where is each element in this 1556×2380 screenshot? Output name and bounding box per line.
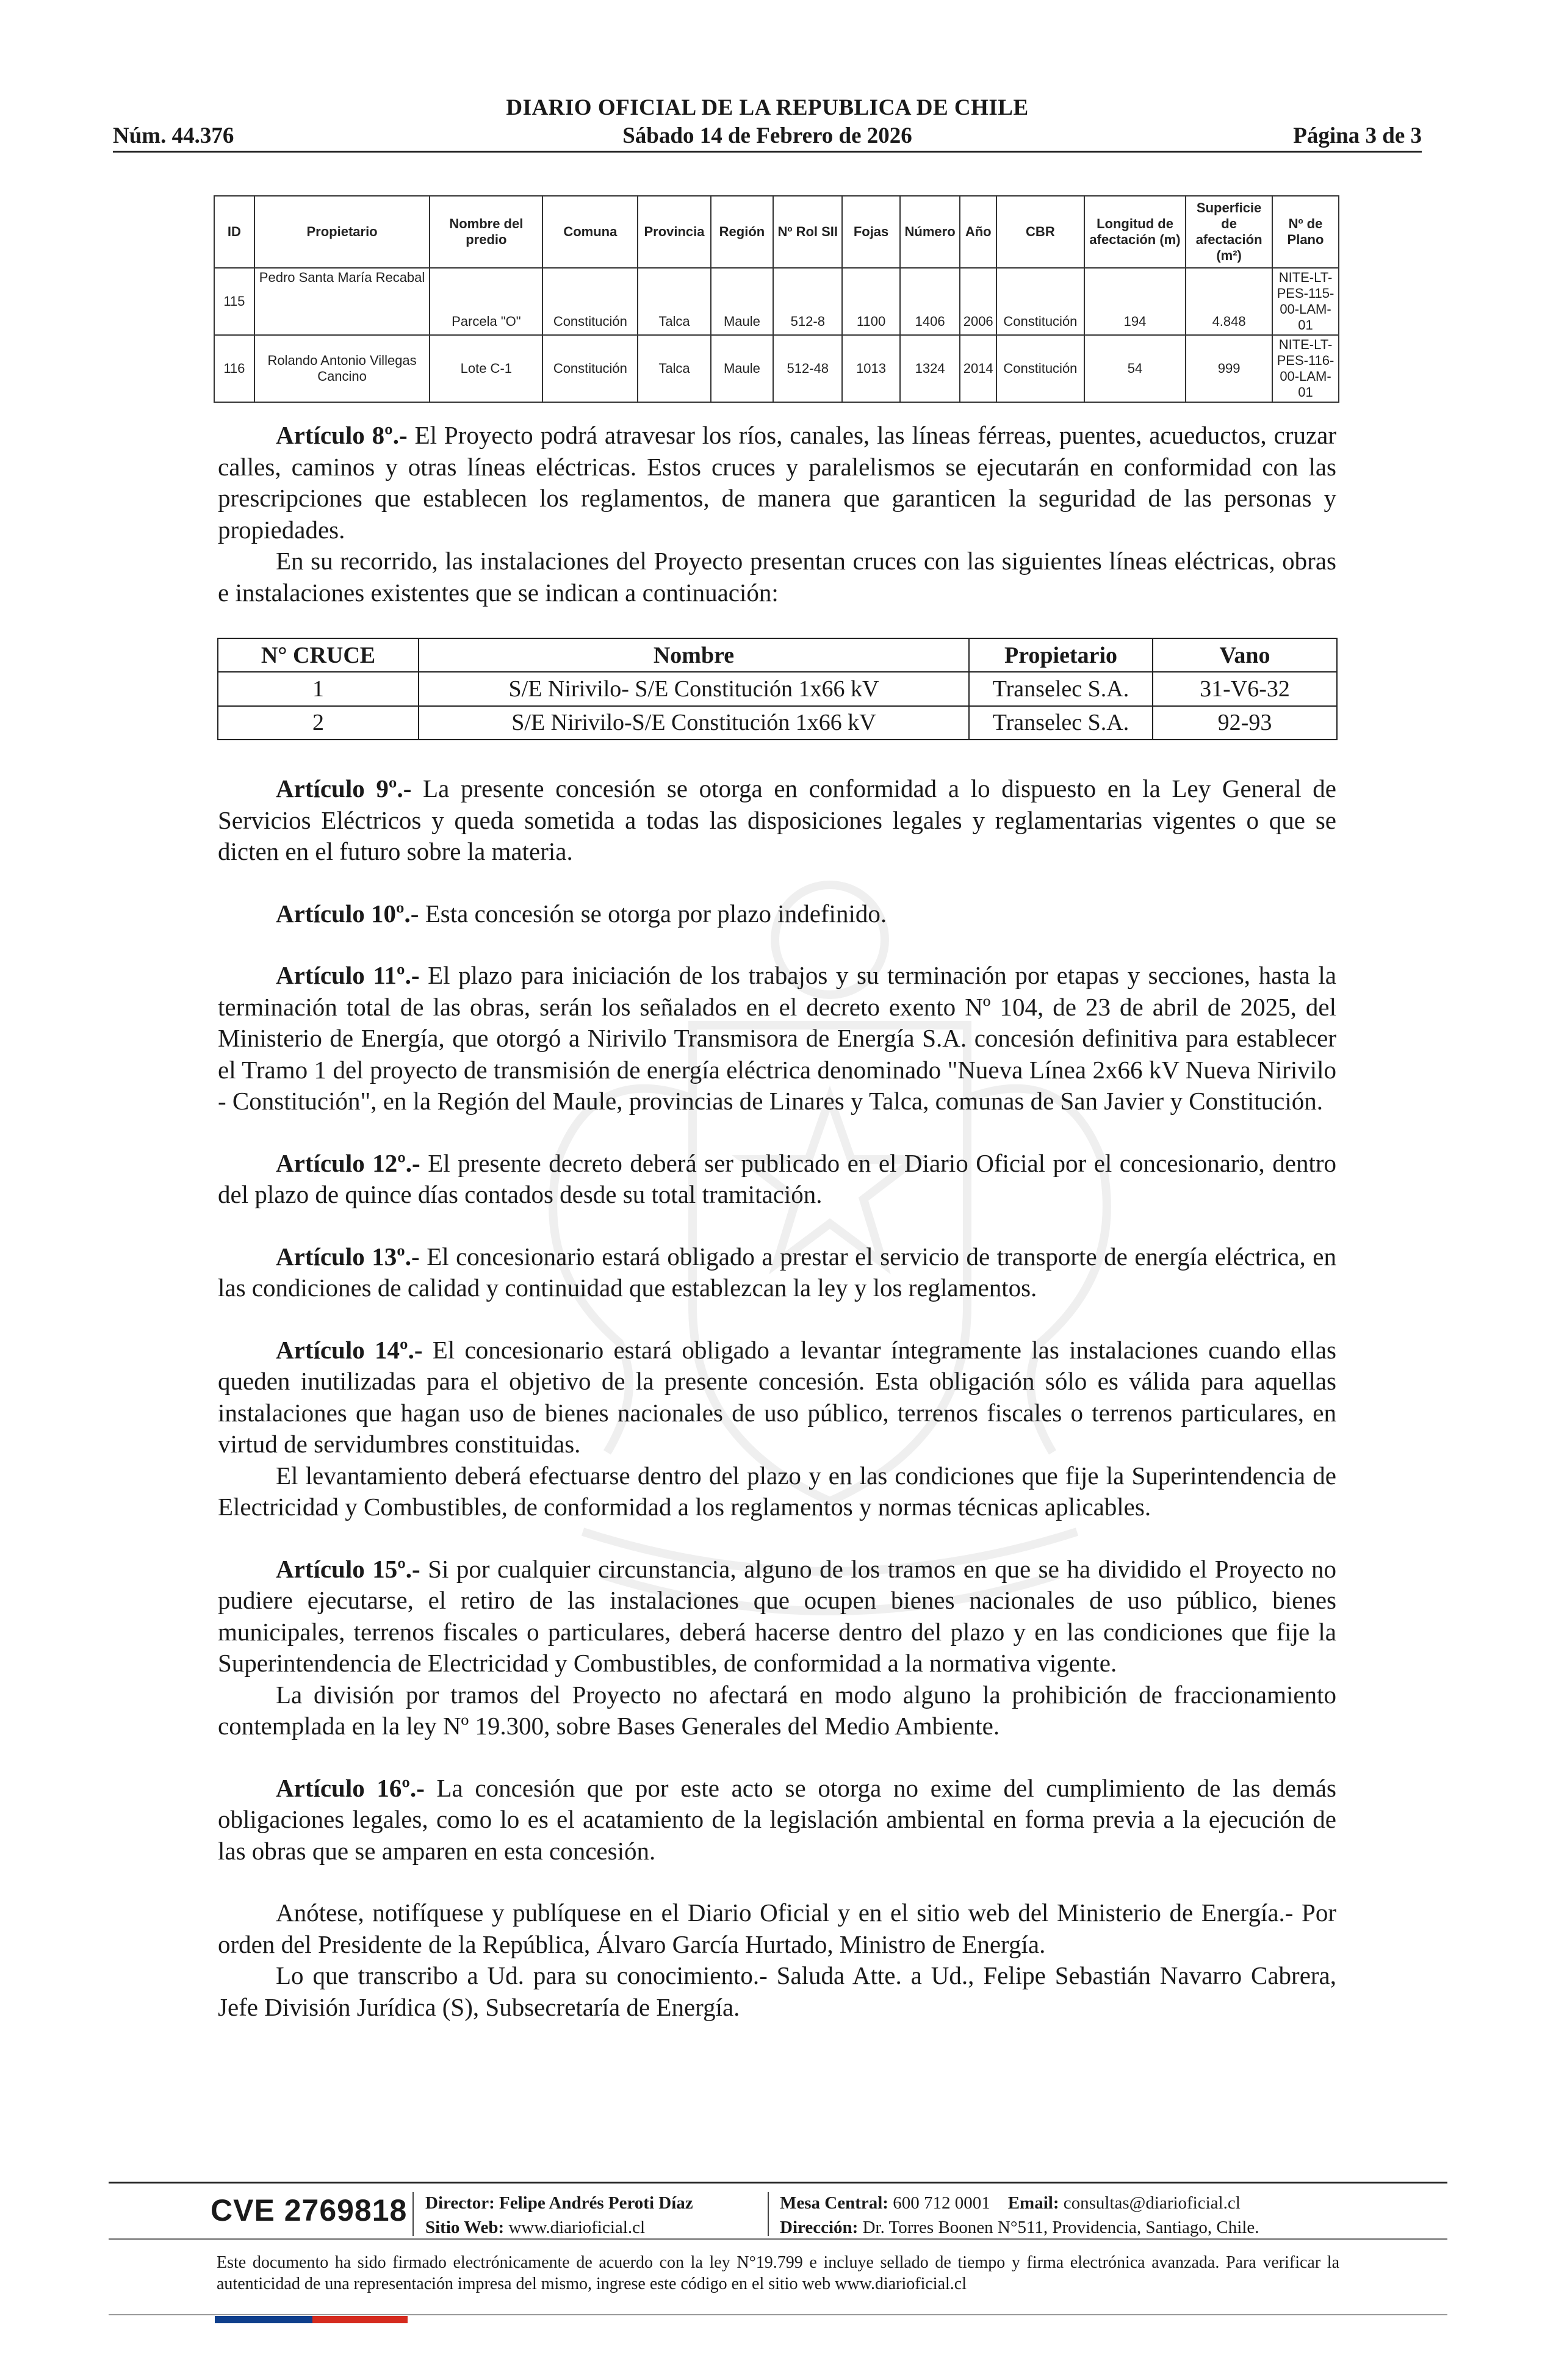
- col-header: ID: [214, 196, 254, 268]
- table-cell: Constitución: [542, 335, 638, 402]
- newspaper-title: DIARIO OFICIAL DE LA REPUBLICA DE CHILE: [506, 95, 1029, 120]
- article-heading: Artículo 8º.-: [276, 421, 408, 449]
- property-table-container: [214, 195, 1339, 400]
- article-text: Esta concesión se otorga por plazo indefinido.: [425, 899, 887, 928]
- table-cell: 2006: [960, 268, 996, 335]
- closing-paragraph: Anótese, notifíquese y publíquese en el Diario Oficial y en el sitio web del Ministerio de Energía.- Por orden del Presidente de la República, Álvaro García Hurtado, Ministro de Energía.: [218, 1899, 1336, 1958]
- col-header: Propietario: [969, 638, 1153, 672]
- footer-mid-rule: [109, 2238, 1447, 2240]
- email-label: Email:: [1007, 2193, 1059, 2213]
- website-link[interactable]: www.diarioficial.cl: [508, 2218, 646, 2237]
- article-heading: Artículo 16º.-: [276, 1773, 425, 1802]
- article-paragraph: El levantamiento deberá efectuarse dentro del plazo y en las condiciones que fije la Superintendencia de Electricidad y Combustibles, de conformidad a los reglamentos y normas técnicas aplicables.: [218, 1461, 1336, 1521]
- table-cell: 2: [218, 706, 419, 740]
- article-10: [218, 898, 1336, 930]
- address-label: Dirección:: [780, 2218, 859, 2237]
- article-text: El concesionario estará obligado a prestar el servicio de transporte de energía eléctrica, en las condiciones de calidad y continuidad que establezcan la ley y los reglamentos.: [218, 1242, 1336, 1302]
- footer-director-block: [425, 2191, 693, 2240]
- mesa-label: Mesa Central:: [780, 2193, 888, 2213]
- article-heading: Artículo 12º.-: [276, 1149, 420, 1177]
- mesa-phone: 600 712 0001: [893, 2193, 990, 2213]
- flag-stripe-blue: [215, 2316, 312, 2323]
- article-text: El Proyecto podrá atravesar los ríos, canales, las líneas férreas, puentes, acueductos, cruzar calles, caminos y otras líneas eléctricas. Estos cruces y paralelismos se ejecutarán en conformidad con las prescripciones que establecen los reglamentos, de manera que garanticen la seguridad de las personas y propiedades.: [218, 421, 1336, 544]
- footer-top-rule: [109, 2182, 1447, 2183]
- table-cell: 92-93: [1153, 706, 1337, 740]
- table-cell: Constitución: [542, 268, 638, 335]
- footer-divider: [768, 2192, 769, 2236]
- crossings-table: [217, 638, 1338, 740]
- col-header: Número: [900, 196, 960, 268]
- table-cell: Lote C-1: [430, 335, 542, 402]
- article-heading: Artículo 10º.-: [276, 899, 419, 928]
- flag-stripe-red: [312, 2316, 408, 2323]
- crossings-table-container: [217, 638, 1336, 740]
- table-cell: 54: [1084, 335, 1186, 402]
- table-row: [214, 335, 1339, 402]
- table-cell: Talca: [638, 335, 710, 402]
- col-header: CBR: [996, 196, 1084, 268]
- col-header: Año: [960, 196, 996, 268]
- article-text: El plazo para iniciación de los trabajos y su terminación por etapas y secciones, hasta la terminación total de las obras, serán los señalados en el decreto exento Nº 104, de 23 de abril de 2025, del Ministerio de Energía, que otorgó a Nirivilo Transmisora de Energía S.A. concesión definitiva para establecer el Tramo 1 del proyecto de transmisión de energía eléctrica denominado "Nueva Línea 2x66 kV Nueva Nirivilo - Constitución", en la Región del Maule, provincias de Linares y Talca, comunas de San Javier y Constitución.: [218, 961, 1337, 1115]
- table-cell: Rolando Antonio Villegas Cancino: [254, 335, 430, 402]
- col-header: Comuna: [542, 196, 638, 268]
- crossings-header-row: [218, 638, 1337, 672]
- table-cell: 999: [1186, 335, 1272, 402]
- col-header: Nombre: [419, 638, 969, 672]
- page-number: Página 3 de 3: [1293, 123, 1422, 148]
- article-16: [218, 1773, 1336, 1867]
- article-heading: Artículo 9º.-: [276, 774, 412, 802]
- property-table: [214, 195, 1339, 403]
- article-13: [218, 1241, 1336, 1304]
- table-cell: 512-48: [773, 335, 842, 402]
- table-cell: Pedro Santa María Recabal: [254, 268, 430, 335]
- article-12: [218, 1148, 1336, 1211]
- article-text: El concesionario estará obligado a levantar íntegramente las instalaciones cuando ellas queden inutilizadas para el objetivo de la presente concesión. Esta obligación sólo es válida para aquellas instalaciones que hagan uso de bienes nacionales de uso público, terrenos fiscales o terrenos particulares, en virtud de servidumbres constituidas.: [218, 1335, 1336, 1458]
- table-cell: 194: [1084, 268, 1186, 335]
- director-label: Director:: [425, 2193, 495, 2213]
- table-cell: 1324: [900, 335, 960, 402]
- article-14: [218, 1335, 1336, 1460]
- table-cell: 4.848: [1186, 268, 1272, 335]
- table-cell: 2014: [960, 335, 996, 402]
- closing-paragraph: Lo que transcribo a Ud. para su conocimiento.- Saluda Atte. a Ud., Felipe Sebastián Navarro Cabrera, Jefe División Jurídica (S), Subsecretaría de Energía.: [218, 1961, 1336, 2021]
- table-cell: Transelec S.A.: [969, 706, 1153, 740]
- table-row: [218, 706, 1337, 740]
- article-paragraph: La división por tramos del Proyecto no afectará en modo alguno la prohibición de fraccionamiento contemplada en la ley Nº 19.300, sobre Bases Generales del Medio Ambiente.: [218, 1680, 1336, 1740]
- table-cell: Transelec S.A.: [969, 672, 1153, 705]
- article-11: [218, 960, 1336, 1117]
- article-paragraph: En su recorrido, las instalaciones del Proyecto presentan cruces con las siguientes líneas eléctricas, obras e instalaciones existentes que se indican a continuación:: [218, 547, 1336, 607]
- director-name: Felipe Andrés Peroti Díaz: [499, 2193, 693, 2213]
- issue-number: Núm. 44.376: [113, 123, 234, 148]
- col-header: Región: [711, 196, 774, 268]
- article-heading: Artículo 15º.-: [276, 1554, 420, 1583]
- col-header: Fojas: [842, 196, 900, 268]
- table-cell: Talca: [638, 268, 710, 335]
- col-header: Nº de Plano: [1272, 196, 1339, 268]
- footer-bottom-rule: [109, 2314, 1447, 2315]
- article-heading: Artículo 11º.-: [276, 961, 420, 989]
- page-header: [113, 95, 1422, 153]
- table-cell: S/E Nirivilo- S/E Constitución 1x66 kV: [419, 672, 969, 705]
- table-row: [214, 268, 1339, 335]
- table-cell: 512-8: [773, 268, 842, 335]
- col-header: Superficie de afectación (m²): [1186, 196, 1272, 268]
- issue-date: Sábado 14 de Febrero de 2026: [622, 123, 912, 148]
- table-cell: Parcela "O": [430, 268, 542, 335]
- table-cell: Maule: [711, 268, 774, 335]
- col-header: Provincia: [638, 196, 710, 268]
- table-cell: 1406: [900, 268, 960, 335]
- table-cell: 31-V6-32: [1153, 672, 1337, 705]
- col-header: Vano: [1153, 638, 1337, 672]
- article-15: [218, 1554, 1336, 1679]
- article-text: La presente concesión se otorga en conformidad a lo dispuesto en la Ley General de Servicios Eléctricos y queda sometida a todas las disposiciones legales y reglamentarias vigentes o que se dicten en el futuro sobre la materia.: [218, 774, 1336, 865]
- table-cell: 1013: [842, 335, 900, 402]
- col-header: Nombre del predio: [430, 196, 542, 268]
- table-row: [218, 672, 1337, 705]
- email-link[interactable]: consultas@diarioficial.cl: [1063, 2193, 1241, 2213]
- article-text: Si por cualquier circunstancia, alguno de los tramos en que se ha dividido el Proyecto no pudiere ejecutarse, el retiro de las instalaciones que ocupen bienes nacionales de uso público, bienes municipales, terrenos fiscales o particulares, deberá hacerse dentro del plazo y en las condiciones que fije la Superintendencia de Electricidad y Combustibles, de conformidad a la normativa vigente.: [218, 1554, 1337, 1677]
- table-cell: 1100: [842, 268, 900, 335]
- table-cell: 115: [214, 268, 254, 335]
- table-cell: Constitución: [996, 335, 1084, 402]
- cve-code: CVE 2769818: [211, 2193, 408, 2227]
- col-header: Propietario: [254, 196, 430, 268]
- table-cell: 1: [218, 672, 419, 705]
- article-heading: Artículo 14º.-: [276, 1335, 423, 1364]
- article-heading: Artículo 13º.-: [276, 1242, 420, 1271]
- col-header: Longitud de afectación (m): [1084, 196, 1186, 268]
- article-8: [218, 420, 1336, 608]
- article-text: El presente decreto deberá ser publicado en el Diario Oficial por el concesionario, dentro del plazo de quince días contados desde su total tramitación.: [218, 1149, 1336, 1208]
- footer-divider: [412, 2192, 414, 2236]
- col-header: N° CRUCE: [218, 638, 419, 672]
- table-cell: NITE-LT-PES-116-00-LAM-01: [1272, 335, 1339, 402]
- legal-notice: Este documento ha sido firmado electrónicamente de acuerdo con la ley N°19.799 e incluye sellado de tiempo y firma electrónica avanzada. Para verificar la autenticidad de una representación impresa del mismo, ingrese este código en el sitio web www.diarioficial.cl: [217, 2253, 1339, 2293]
- table-cell: NITE-LT-PES-115-00-LAM-01: [1272, 268, 1339, 335]
- footer-contact-block: [780, 2191, 1259, 2240]
- property-header-row: [214, 196, 1339, 268]
- table-cell: S/E Nirivilo-S/E Constitución 1x66 kV: [419, 706, 969, 740]
- website-label: Sitio Web:: [425, 2218, 505, 2237]
- table-cell: 116: [214, 335, 254, 402]
- articles-body: [218, 773, 1336, 2023]
- table-cell: Maule: [711, 335, 774, 402]
- col-header: Nº Rol SII: [773, 196, 842, 268]
- address-text: Dr. Torres Boonen N°511, Providencia, Santiago, Chile.: [862, 2218, 1259, 2237]
- table-cell: Constitución: [996, 268, 1084, 335]
- article-text: La concesión que por este acto se otorga no exime del cumplimiento de las demás obligaciones legales, como lo es el acatamiento de la legislación ambiental en forma previa a la ejecución de las obras que se amparen en esta concesión.: [218, 1773, 1336, 1865]
- article-9: [218, 773, 1336, 868]
